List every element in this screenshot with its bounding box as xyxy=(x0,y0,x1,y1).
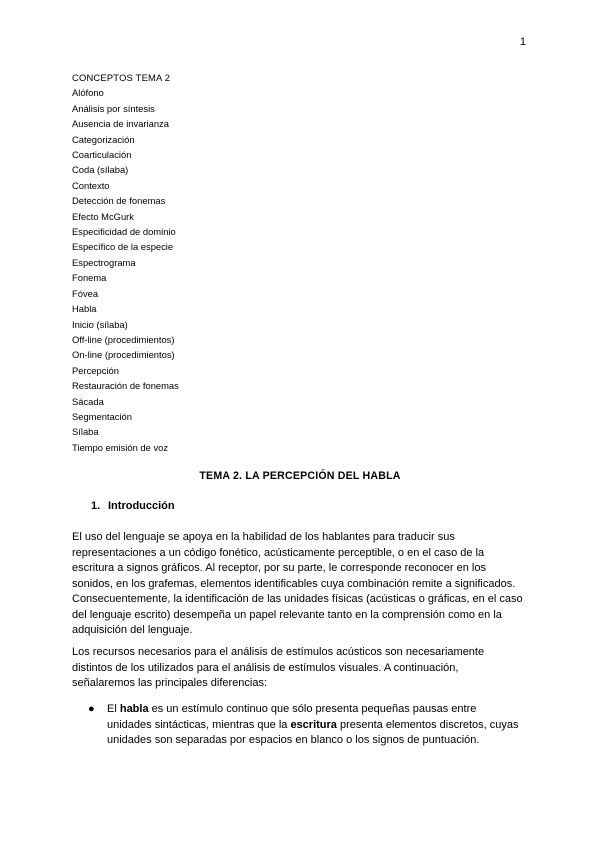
concept-item: Habla xyxy=(72,303,97,315)
concept-item: Contexto xyxy=(72,179,110,191)
paragraph-line: escritura a signos gráficos. Al receptor, por su parte, le corresponde reconocer en los xyxy=(72,562,486,574)
paragraph-line: distintos de los utilizados para el análisis de estímulos visuales. A continuación, xyxy=(72,661,459,674)
paragraph-line: representaciones a un código fonético, acústicamente perceptible, o en el caso de la xyxy=(72,546,485,559)
text-run: unidades sintácticas, mientras que la xyxy=(107,718,291,731)
bullet-list xyxy=(88,702,538,749)
text-run: presenta elementos discretos, cuyas xyxy=(336,718,519,731)
concept-item: Categorización xyxy=(72,133,135,145)
concept-item: Percepción xyxy=(72,364,119,376)
paragraph-line: adquisición del lenguaje. xyxy=(72,624,193,636)
concept-item: Coda (sílaba) xyxy=(72,164,129,176)
paragraph-line: sonidos, en los grafemas, elementos identificables cuya combinación remite a significados. xyxy=(72,577,516,590)
concepts-heading: CONCEPTOS TEMA 2 xyxy=(72,72,171,83)
concepts-list xyxy=(72,70,179,455)
concept-item: Alófono xyxy=(72,87,104,99)
concept-item: Fonema xyxy=(72,272,107,284)
concept-item: Coarticulación xyxy=(72,149,132,161)
section-title: Introducción xyxy=(108,500,175,512)
paragraph-line: señalaremos las principales diferencias: xyxy=(72,677,268,689)
concept-item: Tiempo emisión de voz xyxy=(72,441,169,453)
concept-item: Espectrograma xyxy=(72,256,136,268)
bold-term-habla: habla xyxy=(119,703,149,715)
concept-item: Análisis por síntesis xyxy=(72,102,155,114)
concept-item: Efecto McGurk xyxy=(72,210,134,222)
concept-item: Inicio (sílaba) xyxy=(72,318,128,330)
bold-term-escritura: escritura xyxy=(290,718,337,731)
text-run: El xyxy=(107,703,120,715)
page-number: 1 xyxy=(519,36,526,48)
bullet-icon: ● xyxy=(88,703,95,715)
concept-item: Fóvea xyxy=(72,287,99,299)
concept-item: Segmentación xyxy=(72,410,132,422)
concept-item: Restauración de fonemas xyxy=(72,380,179,392)
text-run: es un estímulo continuo que sólo presenta pequeñas pausas entre xyxy=(148,703,477,715)
concept-item: Sácada xyxy=(72,395,104,407)
topic-title: TEMA 2. LA PERCEPCIÓN DEL HABLA xyxy=(199,470,401,482)
concept-item: Específico de la especie xyxy=(72,241,174,253)
bullet-line: unidades son separadas por espacios en blanco o los signos de puntuación. xyxy=(107,734,480,746)
concept-item: Off-line (procedimientos) xyxy=(72,333,175,345)
intro-paragraph xyxy=(72,530,532,639)
bullet-line xyxy=(107,718,538,734)
concept-item: Detección de fonemas xyxy=(72,195,166,207)
concept-item: Ausencia de invarianza xyxy=(72,118,169,130)
paragraph-line: El uso del lenguaje se apoya en la habilidad de los hablantes para traducir sus xyxy=(72,531,455,543)
concept-item: On-line (procedimientos) xyxy=(72,349,175,361)
concept-item: Sílaba xyxy=(72,426,99,438)
paragraph-line: Los recursos necesarios para el análisis de estímulos acústicos son necesariamente xyxy=(72,646,485,658)
concept-items xyxy=(72,85,179,455)
paragraph-line: del lenguaje escrito) desempeña un papel relevante tanto en la comprensión como en la xyxy=(72,608,502,621)
concept-item: Especificidad de dominio xyxy=(72,226,176,238)
paragraph-line: Consecuentemente, la identificación de las unidades físicas (acústicas o gráficas, en el caso xyxy=(72,593,523,605)
bullet-line xyxy=(107,702,538,718)
bullet-item xyxy=(88,702,538,749)
differences-paragraph xyxy=(72,645,532,692)
section-heading xyxy=(91,500,175,512)
section-number: 1. xyxy=(91,500,101,512)
